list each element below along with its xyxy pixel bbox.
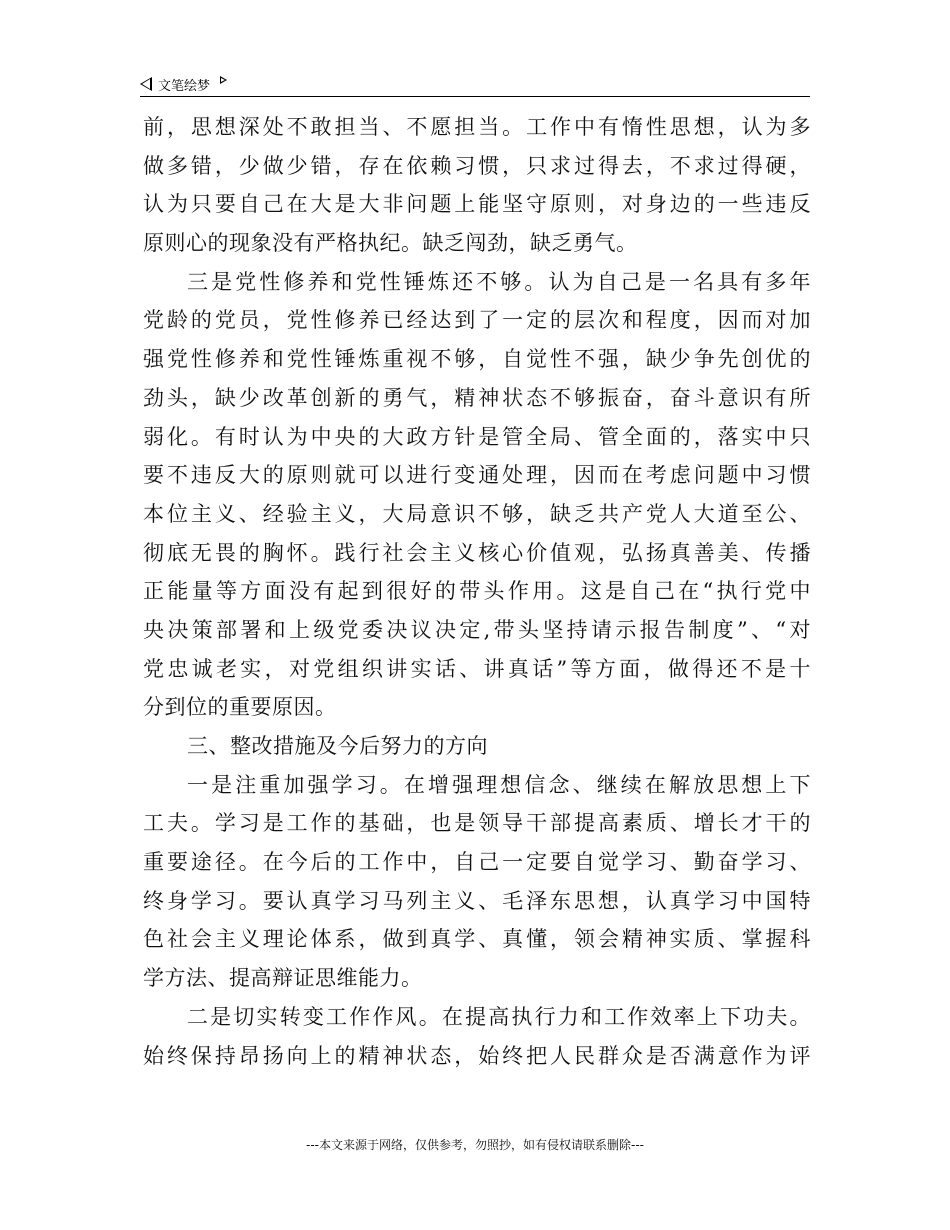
text-line: 前，思想深处不敢担当、不愿担当。工作中有惰性思想，认为多 (143, 115, 811, 139)
text-line: 重要途径。在今后的工作中，自己一定要自觉学习、勤奋学习、 (143, 850, 811, 875)
header-title: 文笔绘梦 (158, 78, 211, 94)
text-line: 彻底无畏的胸怀。践行社会主义核心价值观，弘扬真善美、传播 (143, 540, 811, 565)
text-line: 央决策部署和上级党委决议决定,带头坚持请示报告制度”、“对 (143, 617, 811, 642)
section-heading: 三、整改措施及今后努力的方向 (187, 734, 488, 758)
page-header (140, 72, 810, 97)
text-line: 党忠诚老实，对党组织讲实话、讲真话”等方面，做得还不是十 (143, 656, 811, 681)
text-line: 原则心的现象没有严格执纪。缺乏闯劲，缺乏勇气。 (143, 231, 638, 256)
text-line: 色社会主义理论体系，做到真学、真懂，领会精神实质、掌握科 (143, 927, 811, 952)
paragraph-start: 一是注重加强学习。在增强理想信念、继续在解放思想上下 (187, 772, 811, 797)
paragraph-start: 二是切实转变工作作风。在提高执行力和工作效率上下功夫。 (187, 1004, 811, 1029)
paragraph-start: 三是党性修养和党性锤炼还不够。认为自己是一名具有多年 (187, 269, 811, 294)
text-line: 做多错，少做少错，存在依赖习惯，只求过得去，不求过得硬， (143, 153, 811, 178)
text-line: 强党性修养和党性锤炼重视不够，自觉性不强，缺少争先创优的 (143, 347, 811, 372)
document-body (143, 108, 811, 1075)
text-line: 工夫。学习是工作的基础，也是领导干部提高素质、增长才干的 (143, 811, 811, 836)
text-line: 学方法、提高辩证思维能力。 (143, 966, 423, 991)
text-line: 本位主义、经验主义，大局意识不够，缺乏共产党人大道至公、 (143, 501, 811, 526)
text-line: 党龄的党员，党性修养已经达到了一定的层次和程度，因而对加 (143, 308, 811, 333)
page-footer: ---本文来源于网络，仅供参考，勿照抄，如有侵权请联系删除--- (306, 1138, 644, 1152)
text-line: 认为只要自己在大是大非问题上能坚守原则，对身边的一些违反 (143, 192, 811, 217)
text-line: 正能量等方面没有起到很好的带头作用。这是自己在“执行党中 (143, 579, 811, 604)
text-line: 劲头，缺少改革创新的勇气，精神状态不够振奋，奋斗意识有所 (143, 385, 811, 410)
text-line: 始终保持昂扬向上的精神状态，始终把人民群众是否满意作为评 (143, 1043, 811, 1068)
text-line: 要不违反大的原则就可以进行变通处理，因而在考虑问题中习惯 (143, 463, 811, 488)
text-line: 终身学习。要认真学习马列主义、毛泽东思想，认真学习中国特 (143, 888, 811, 913)
triangle-right-icon (220, 76, 227, 84)
text-line: 弱化。有时认为中央的大政方针是管全局、管全面的，落实中只 (143, 424, 811, 449)
triangle-left-icon (140, 77, 152, 91)
text-line: 分到位的重要原因。 (143, 695, 337, 720)
